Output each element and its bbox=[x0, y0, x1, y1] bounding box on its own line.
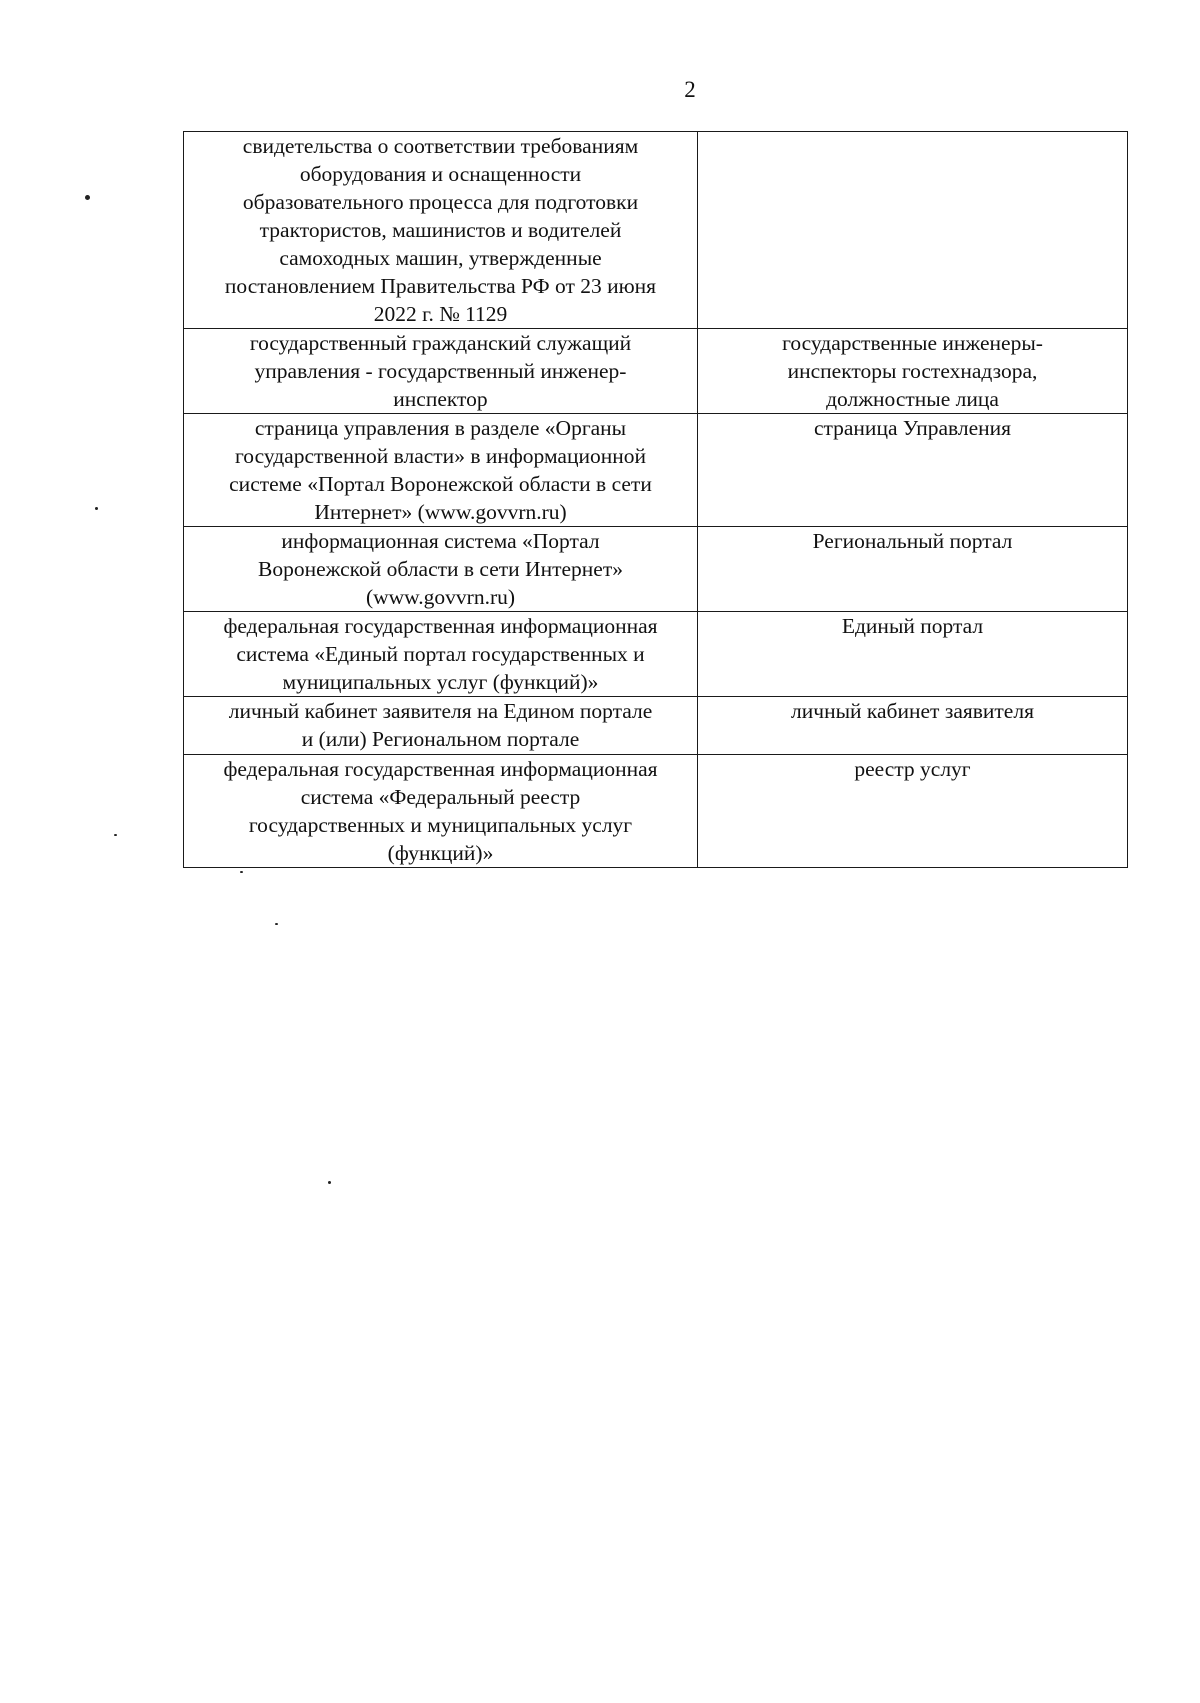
definition-text: личный кабинет заявителя bbox=[791, 699, 1034, 723]
term-text: свидетельства о соответствии требованиям оборудования и оснащенности образовательного процесса для подготовки трактористов, машинистов и водителей самоходных машин, утвержденные постановлением Правительства РФ от 23 июня 2022 г. № 1129 bbox=[224, 134, 657, 326]
table-row bbox=[184, 697, 1128, 755]
scan-speck bbox=[85, 195, 90, 200]
definition-text: страница Управления bbox=[813, 416, 1012, 440]
term-cell bbox=[184, 527, 698, 612]
table-row bbox=[184, 132, 1128, 329]
table-row bbox=[184, 612, 1128, 697]
scan-speck bbox=[240, 871, 243, 873]
definition-cell bbox=[698, 527, 1128, 612]
definition-cell bbox=[698, 697, 1128, 755]
definition-text: Единый портал bbox=[841, 614, 984, 638]
table-row bbox=[184, 755, 1128, 868]
definition-cell bbox=[698, 132, 1128, 329]
table-row bbox=[184, 329, 1128, 414]
table-row bbox=[184, 414, 1128, 527]
scan-speck bbox=[95, 507, 98, 510]
term-text: страница управления в разделе «Органы государственной власти» в информационной системе «Портал Воронежской области в сети Интернет» (www.govvrn.ru) bbox=[229, 416, 652, 524]
term-cell bbox=[184, 414, 698, 527]
scan-speck bbox=[328, 1181, 331, 1184]
scan-speck bbox=[114, 834, 117, 836]
definition-text: Региональный портал bbox=[812, 529, 1013, 553]
term-cell bbox=[184, 329, 698, 414]
definition-cell bbox=[698, 329, 1128, 414]
term-text: личный кабинет заявителя на Едином портале и (или) Региональном портале bbox=[228, 699, 653, 751]
definition-cell bbox=[698, 414, 1128, 527]
term-text: информационная система «Портал Воронежской области в сети Интернет» (www.govvrn.ru) bbox=[258, 529, 623, 609]
page-number: 2 bbox=[684, 77, 696, 102]
term-text: федеральная государственная информационная система «Единый портал государственных и муниципальных услуг (функций)» bbox=[223, 614, 658, 694]
definition-cell bbox=[698, 755, 1128, 868]
definition-cell bbox=[698, 612, 1128, 697]
terms-table bbox=[183, 131, 1128, 868]
term-text: государственный гражданский служащий управления - государственный инженер- инспектор bbox=[249, 331, 632, 411]
term-text: федеральная государственная информационная система «Федеральный реестр государственных и муниципальных услуг (функций)» bbox=[223, 757, 658, 865]
term-cell bbox=[184, 697, 698, 755]
term-cell bbox=[184, 755, 698, 868]
term-cell bbox=[184, 132, 698, 329]
definition-text: государственные инженеры- инспекторы гостехнадзора, должностные лица bbox=[782, 331, 1043, 411]
definition-text: реестр услуг bbox=[854, 757, 971, 781]
table-row bbox=[184, 527, 1128, 612]
term-cell bbox=[184, 612, 698, 697]
scan-speck bbox=[275, 923, 278, 925]
